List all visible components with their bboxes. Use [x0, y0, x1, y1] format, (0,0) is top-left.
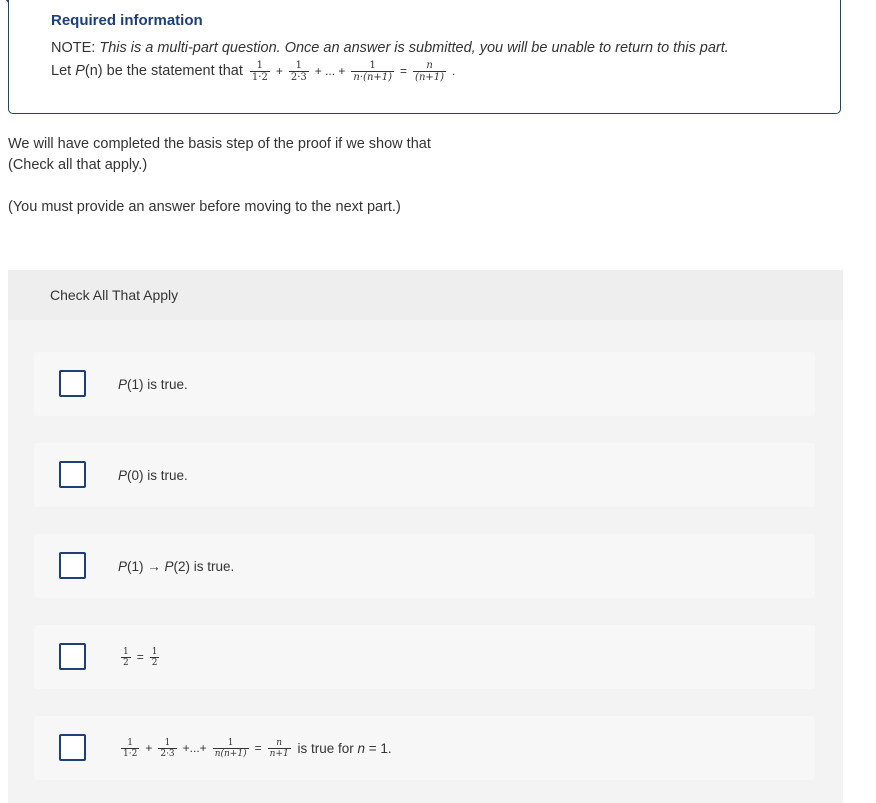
option-p1-true[interactable] — [34, 352, 815, 416]
fraction-1-over-1x2: $\frac{1}{1\cdot 2}$ — [251, 59, 268, 83]
option-half-equals-half[interactable] — [34, 625, 815, 689]
period-sign: . — [452, 64, 456, 78]
equals-sign: = — [400, 64, 408, 78]
fraction-1-over-2x3: $\frac{1}{2\cdot 3}$ — [290, 59, 307, 83]
ellipsis-sign: + ... + — [314, 64, 346, 78]
checkbox-option-5[interactable] — [59, 734, 86, 761]
option-4-label: $\frac{1}{2}$ = $\frac{1}{2}$ — [123, 646, 158, 668]
statement-line — [51, 56, 458, 86]
note-line — [51, 40, 729, 56]
fraction-1-over-n-n1-option: $\frac{1}{n(n+1)}$ — [214, 737, 247, 759]
statement-p: P — [75, 63, 85, 79]
check-all-instruction: (Check all that apply.) — [8, 157, 148, 173]
statement-prefix: Let — [51, 63, 72, 79]
option-p0-true[interactable] — [34, 443, 815, 507]
option-2-label: P (0) is true. — [118, 467, 188, 483]
fraction-1-over-n-n1: $\frac{1}{n\cdot(n+1)}$ — [353, 59, 393, 83]
plus-sign: + — [275, 64, 283, 78]
option-p1-implies-p2[interactable] — [34, 534, 815, 598]
option-sum-true-for-n1[interactable] — [34, 716, 815, 780]
option-3-label: P (1) → P (2) is true. — [118, 558, 235, 574]
required-information-title: Required information — [51, 12, 203, 29]
fraction-n-over-n1: $\frac{n}{(n+1)}$ — [415, 59, 445, 83]
note-label: NOTE: — [51, 40, 96, 56]
checkbox-option-4[interactable] — [59, 643, 86, 670]
basis-step-prompt: We will have completed the basis step of the proof if we show that — [8, 136, 431, 152]
checkbox-option-2[interactable] — [59, 461, 86, 488]
answer-required-note: (You must provide an answer before moving to the next part.) — [8, 199, 401, 215]
check-all-panel — [8, 270, 843, 803]
fraction-1-over-1x2-option: $\frac{1}{1\cdot 2}$ — [123, 737, 138, 759]
required-information-box — [8, 0, 841, 114]
check-all-header — [8, 270, 843, 320]
option-5-label: $\frac{1}{1\cdot 2}$ + $\frac{1}{2\cdot 3}$ +...+ $\frac{1}{n(n+1)}$ = $\frac{n}{n+1}$ is true for n = 1. — [123, 737, 392, 759]
checkbox-option-3[interactable] — [59, 552, 86, 579]
fraction-one-half-right: $\frac{1}{2}$ — [151, 646, 158, 668]
checkbox-option-1[interactable] — [59, 370, 86, 397]
check-all-header-label: Check All That Apply — [50, 287, 179, 303]
fraction-1-over-2x3-option: $\frac{1}{2\cdot 3}$ — [160, 737, 175, 759]
statement-middle: be the statement that — [106, 63, 243, 79]
statement-n: (n) — [84, 63, 103, 79]
note-text: This is a multi-part question. Once an answer is submitted, you will be unable to return to this part. — [99, 40, 729, 56]
fraction-n-over-n1-option: $\frac{n}{n+1}$ — [269, 737, 289, 759]
option-1-label: P (1) is true. — [118, 376, 188, 392]
fraction-one-half-left: $\frac{1}{2}$ — [123, 646, 129, 668]
